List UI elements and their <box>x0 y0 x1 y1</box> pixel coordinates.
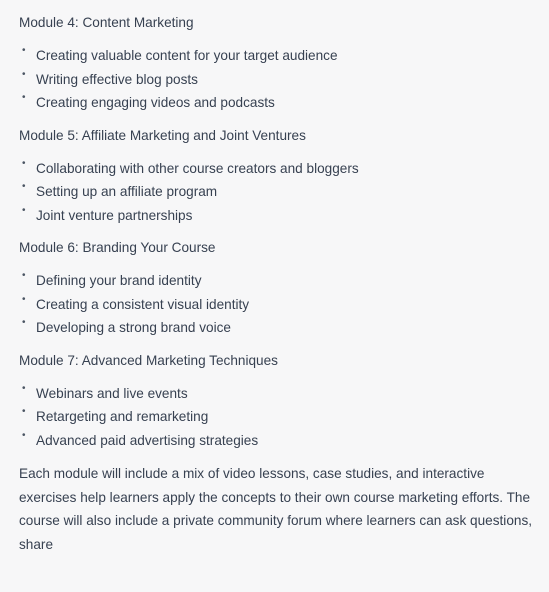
module-bullet-list <box>19 157 541 228</box>
bullet-icon: • <box>22 181 26 193</box>
bullet-icon: • <box>22 157 26 169</box>
bullet-icon: • <box>22 382 26 394</box>
list-item <box>19 269 541 293</box>
list-item <box>19 68 541 92</box>
list-item <box>19 316 541 340</box>
module-title: Module 5: Affiliate Marketing and Joint Ventures <box>19 127 306 143</box>
module-bullet-list <box>19 269 541 340</box>
list-item-text: Creating a consistent visual identity <box>36 296 250 312</box>
list-item <box>19 91 541 115</box>
bullet-icon: • <box>22 204 26 216</box>
bullet-icon: • <box>22 406 26 418</box>
list-item <box>19 382 541 406</box>
list-item-text: Advanced paid advertising strategies <box>36 432 259 448</box>
list-item-text: Writing effective blog posts <box>36 71 198 87</box>
bullet-icon: • <box>22 317 26 329</box>
bullet-icon: • <box>22 68 26 80</box>
module-title: Module 7: Advanced Marketing Techniques <box>19 352 278 368</box>
bullet-icon: • <box>22 293 26 305</box>
bullet-icon: • <box>22 270 26 282</box>
module-section <box>19 350 541 453</box>
module-title: Module 4: Content Marketing <box>19 15 194 30</box>
module-section <box>19 237 541 340</box>
module-bullet-list <box>19 44 541 115</box>
list-item-text: Developing a strong brand voice <box>36 320 231 336</box>
bullet-icon: • <box>22 45 26 57</box>
list-item-text: Creating valuable content for your target audience <box>36 48 338 64</box>
summary-paragraph: Each module will include a mix of video lessons, case studies, and interactive exercises help learners apply the concepts to their own course marketing efforts. The course will also include a private community forum where learners can ask questions, share <box>19 466 533 552</box>
list-item-text: Retargeting and remarketing <box>36 409 209 425</box>
list-item-text: Webinars and live events <box>36 385 188 401</box>
module-bullet-list <box>19 382 541 453</box>
module-section <box>19 12 541 115</box>
bullet-icon: • <box>22 92 26 104</box>
bullet-icon: • <box>22 429 26 441</box>
list-item <box>19 157 541 181</box>
list-item <box>19 204 541 228</box>
list-item <box>19 429 541 453</box>
module-title: Module 6: Branding Your Course <box>19 240 216 256</box>
list-item <box>19 180 541 204</box>
list-item <box>19 293 541 317</box>
list-item-text: Creating engaging videos and podcasts <box>36 95 275 111</box>
list-item-text: Defining your brand identity <box>36 273 202 289</box>
list-item <box>19 44 541 68</box>
module-section <box>19 125 541 228</box>
list-item-text: Collaborating with other course creators and bloggers <box>36 160 359 176</box>
list-item-text: Joint venture partnerships <box>36 207 193 223</box>
list-item-text: Setting up an affiliate program <box>36 184 218 200</box>
list-item <box>19 405 541 429</box>
